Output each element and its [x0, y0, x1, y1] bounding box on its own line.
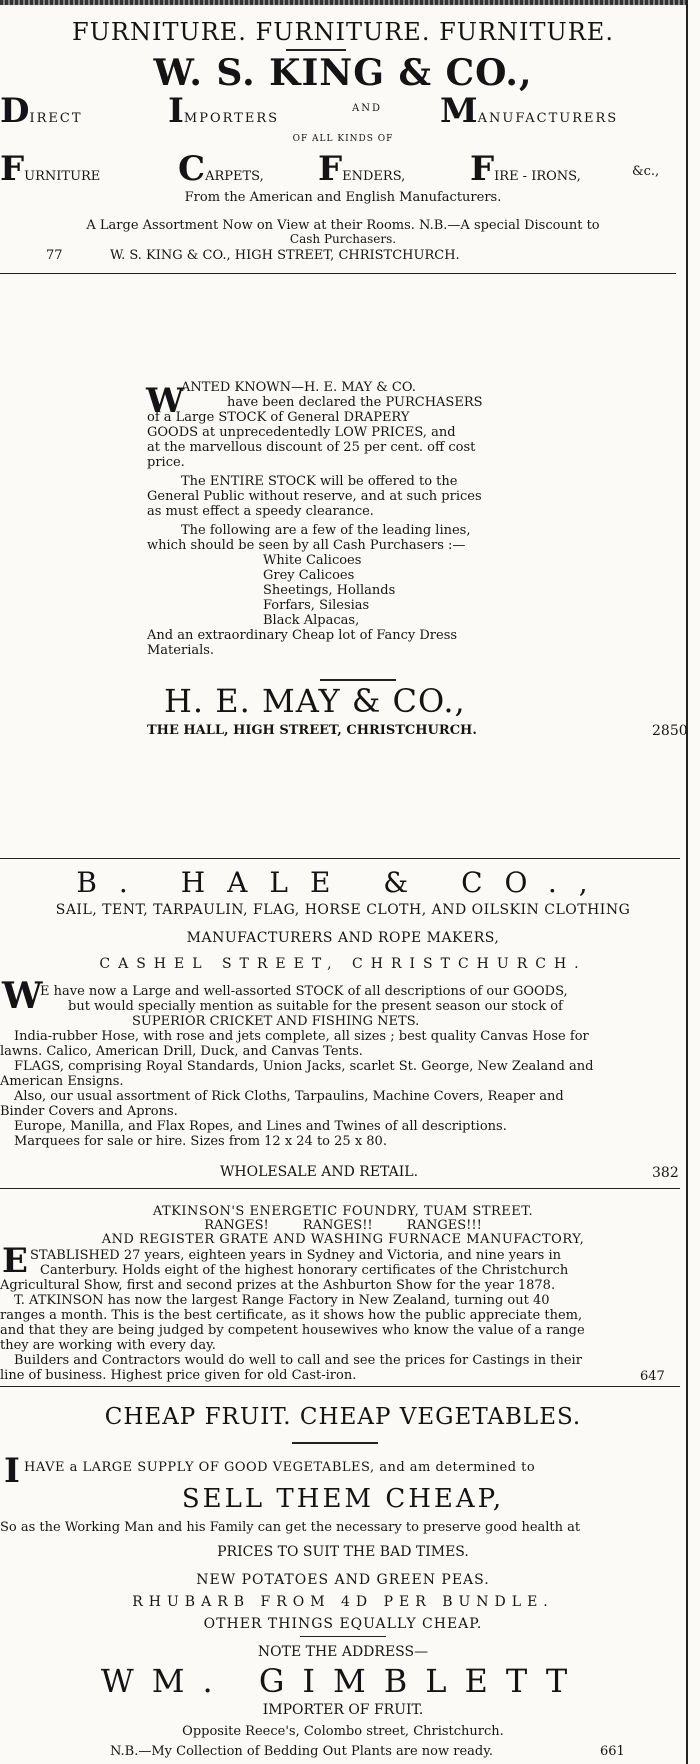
king-trade-1-rest: MPORTERS	[183, 111, 280, 126]
hale-line-7: Also, our usual assortment of Rick Cloths, Tarpaulins, Machine Covers, Reaper and	[14, 1089, 564, 1104]
hale-address: CASHEL STREET, CHRISTCHURCH.	[99, 956, 587, 972]
hale-trades-2: MANUFACTURERS AND ROPE MAKERS,	[186, 930, 500, 946]
king-trade-1	[168, 91, 280, 131]
may-line-7: General Public without reserve, and at such prices	[147, 489, 482, 504]
king-ref-number: 77	[46, 248, 63, 263]
hale-firm: B. HALE & CO.,	[76, 866, 610, 899]
may-line-3: GOODS at unprecedentedly LOW PRICES, and	[147, 425, 456, 440]
king-good-3-cap: F	[470, 149, 495, 189]
may-item-3: Forfars, Silesias	[263, 598, 370, 613]
may-line-0: ANTED KNOWN—H. E. MAY & CO.	[181, 380, 416, 395]
atkinson-line-4: ranges a month. This is the best certificate, as it shows how the public appreciate them,	[0, 1308, 583, 1323]
hale-top-rule	[0, 858, 680, 859]
king-trade-0-rest: IRECT	[29, 111, 83, 126]
gimblett-other: OTHER THINGS EQUALLY CHEAP.	[203, 1616, 483, 1632]
gimblett-prices: PRICES TO SUIT THE BAD TIMES.	[217, 1544, 469, 1560]
may-line-1: have been declared the PURCHASERS	[227, 395, 483, 410]
atkinson-title-1: ATKINSON'S ENERGETIC FOUNDRY, TUAM STREET.	[152, 1204, 534, 1219]
gimblett-ref-number: 661	[600, 1744, 625, 1759]
hale-drop-cap: W	[2, 975, 43, 1017]
hale-bottom-rule	[0, 1188, 680, 1189]
hale-line-0: E have now a Large and well-assorted STOCK of all descriptions of our GOODS,	[40, 984, 568, 999]
king-trade-1-cap: I	[168, 91, 184, 131]
hale-line-3: India-rubber Hose, with rose and jets complete, all sizes ; best quality Canvas Hose for	[14, 1029, 589, 1044]
king-trade-0	[0, 91, 83, 131]
may-item-1: Grey Calicoes	[263, 568, 355, 583]
atkinson-line-5: and that they are being judged by competent housewives who know the value of a range	[0, 1323, 585, 1338]
king-good-3-rest: IRE - IRONS,	[494, 169, 581, 184]
king-trade-3-rest: ANUFACTURERS	[477, 111, 619, 126]
atkinson-title-3: AND REGISTER GRATE AND WASHING FURNACE MANUFACTORY,	[101, 1232, 585, 1247]
gimblett-sell: SELL THEM CHEAP,	[181, 1484, 505, 1514]
hale-trades: SAIL, TENT, TARPAULIN, FLAG, HORSE CLOTH, AND OILSKIN CLOTHING	[55, 902, 631, 918]
gimblett-name: WM. GIMBLETT	[100, 1662, 586, 1700]
may-body	[147, 380, 535, 658]
hale-line-10: Marquees for sale or hire. Sizes from 12 x 24 to 25 x 80.	[14, 1134, 387, 1149]
hale-line-2: SUPERIOR CRICKET AND FISHING NETS.	[132, 1014, 420, 1029]
gimblett-family-line: So as the Working Man and his Family can get the necessary to preserve good health at	[0, 1520, 581, 1535]
may-drop-cap: W	[146, 381, 185, 421]
may-line-8: as must effect a speedy clearance.	[147, 504, 374, 519]
hale-line-5: FLAGS, comprising Royal Standards, Union Jacks, scarlet St. George, New Zealand and	[14, 1059, 594, 1074]
may-line-6: The ENTIRE STOCK will be offered to the	[181, 474, 458, 489]
may-ref-number: 2850	[652, 723, 688, 739]
king-trade-3-cap: M	[440, 91, 478, 131]
king-good-1-cap: C	[178, 149, 206, 189]
atkinson-line-7: Builders and Contractors would do well to call and see the prices for Castings in their	[14, 1353, 582, 1368]
hale-line-1: but would specially mention as suitable for the present season our stock of	[68, 999, 563, 1014]
atkinson-title-2: RANGES! RANGES!! RANGES!!!	[204, 1218, 482, 1233]
may-item-0: White Calicoes	[263, 553, 362, 568]
atkinson-body	[0, 1241, 686, 1383]
king-good-0-cap: F	[0, 149, 25, 189]
king-trade-0-cap: D	[0, 91, 30, 131]
may-address: THE HALL, HIGH STREET, CHRISTCHURCH.	[147, 723, 477, 738]
king-address: W. S. KING & CO., HIGH STREET, CHRISTCHURCH.	[110, 248, 460, 263]
king-assortment-1: A Large Assortment Now on View at their Rooms. N.B.—A special Discount to	[86, 218, 600, 233]
king-good-0-rest: URNITURE	[24, 169, 101, 184]
atkinson-line-8: line of business. Highest price given for old Cast-iron.	[0, 1368, 357, 1383]
gimblett-importer: IMPORTER OF FRUIT.	[262, 1702, 424, 1718]
may-line-5: price.	[147, 455, 185, 470]
atkinson-line-0: STABLISHED 27 years, eighteen years in Sydney and Victoria, and nine years in	[30, 1248, 561, 1263]
king-headline: FURNITURE. FURNITURE. FURNITURE.	[72, 18, 614, 46]
atkinson-line-6: they are working with every day.	[0, 1338, 216, 1353]
may-line-10: which should be seen by all Cash Purchasers :—	[147, 538, 466, 553]
may-item-4: Black Alpacas,	[263, 613, 360, 628]
atkinson-bottom-rule	[0, 1386, 680, 1387]
hale-footer: WHOLESALE AND RETAIL.	[220, 1164, 419, 1180]
atkinson-line-1: Canterbury. Holds eight of the highest honorary certificates of the Christchurch	[40, 1263, 569, 1278]
king-good-2-cap: F	[318, 149, 343, 189]
king-of-all-kinds: OF ALL KINDS OF	[292, 134, 394, 144]
may-item-2: Sheetings, Hollands	[263, 583, 396, 598]
may-line-4: at the marvellous discount of 25 per cent. off cost	[147, 440, 476, 455]
hale-line-4: lawns. Calico, American Drill, Duck, and Canvas Tents.	[0, 1044, 363, 1059]
gimblett-note: NOTE THE ADDRESS—	[257, 1644, 429, 1660]
atkinson-ref-number: 647	[640, 1369, 665, 1384]
ad-gimblett	[0, 1390, 686, 1764]
may-firm: H. E. MAY & CO.,	[164, 682, 466, 720]
king-bottom-rule	[0, 273, 676, 274]
king-good-1-rest: ARPETS,	[205, 169, 264, 184]
may-line-2: of a Large STOCK of General DRAPERY	[147, 410, 410, 425]
gimblett-headline-rule	[292, 1442, 378, 1444]
ad-may	[0, 380, 686, 750]
atkinson-drop-cap: E	[2, 1241, 28, 1281]
hale-body	[0, 984, 686, 1149]
atkinson-line-3: T. ATKINSON has now the largest Range Factory in New Zealand, turning out 40	[14, 1293, 550, 1308]
gimblett-nb: N.B.—My Collection of Bedding Out Plants are now ready.	[110, 1744, 493, 1759]
king-from-line: From the American and English Manufacturers.	[184, 190, 502, 205]
king-headline-underline	[286, 49, 346, 51]
king-firm: W. S. KING & CO.,	[153, 52, 533, 94]
gimblett-rhubarb: RHUBARB FROM 4D PER BUNDLE.	[132, 1594, 554, 1610]
king-trade-2: AND	[352, 103, 382, 114]
gimblett-drop-cap: I	[4, 1451, 20, 1491]
ad-king	[0, 0, 686, 272]
king-good-4: &c.,	[632, 164, 660, 179]
gimblett-address: Opposite Reece's, Colombo street, Christchurch.	[182, 1724, 504, 1739]
king-good-0	[0, 149, 101, 189]
ad-hale	[0, 860, 686, 1200]
king-assortment-2: Cash Purchasers.	[289, 232, 397, 246]
may-closing-1: And an extraordinary Cheap lot of Fancy Dress	[147, 628, 458, 643]
gimblett-note-rule	[300, 1636, 386, 1637]
king-trade-3	[440, 91, 619, 131]
gimblett-intro: HAVE a LARGE SUPPLY OF GOOD VEGETABLES, and am determined to	[24, 1460, 536, 1475]
ad-atkinson	[0, 1196, 686, 1386]
may-line-9: The following are a few of the leading lines,	[181, 523, 471, 538]
king-good-2	[318, 149, 406, 189]
may-firm-overline	[320, 679, 396, 681]
hale-line-9: Europe, Manilla, and Flax Ropes, and Lines and Twines of all descriptions.	[14, 1119, 507, 1134]
may-closing-2: Materials.	[147, 643, 215, 658]
king-good-3	[470, 149, 581, 189]
atkinson-line-2: Agricultural Show, first and second prizes at the Ashburton Show for the year 1878.	[0, 1278, 556, 1293]
gimblett-headline: CHEAP FRUIT. CHEAP VEGETABLES.	[104, 1404, 582, 1430]
hale-ref-number: 382	[652, 1165, 679, 1181]
hale-line-6: American Ensigns.	[0, 1074, 124, 1089]
gimblett-potatoes: NEW POTATOES AND GREEN PEAS.	[196, 1572, 490, 1588]
king-good-2-rest: ENDERS,	[342, 169, 406, 184]
king-good-1	[178, 149, 264, 189]
hale-line-8: Binder Covers and Aprons.	[0, 1104, 178, 1119]
